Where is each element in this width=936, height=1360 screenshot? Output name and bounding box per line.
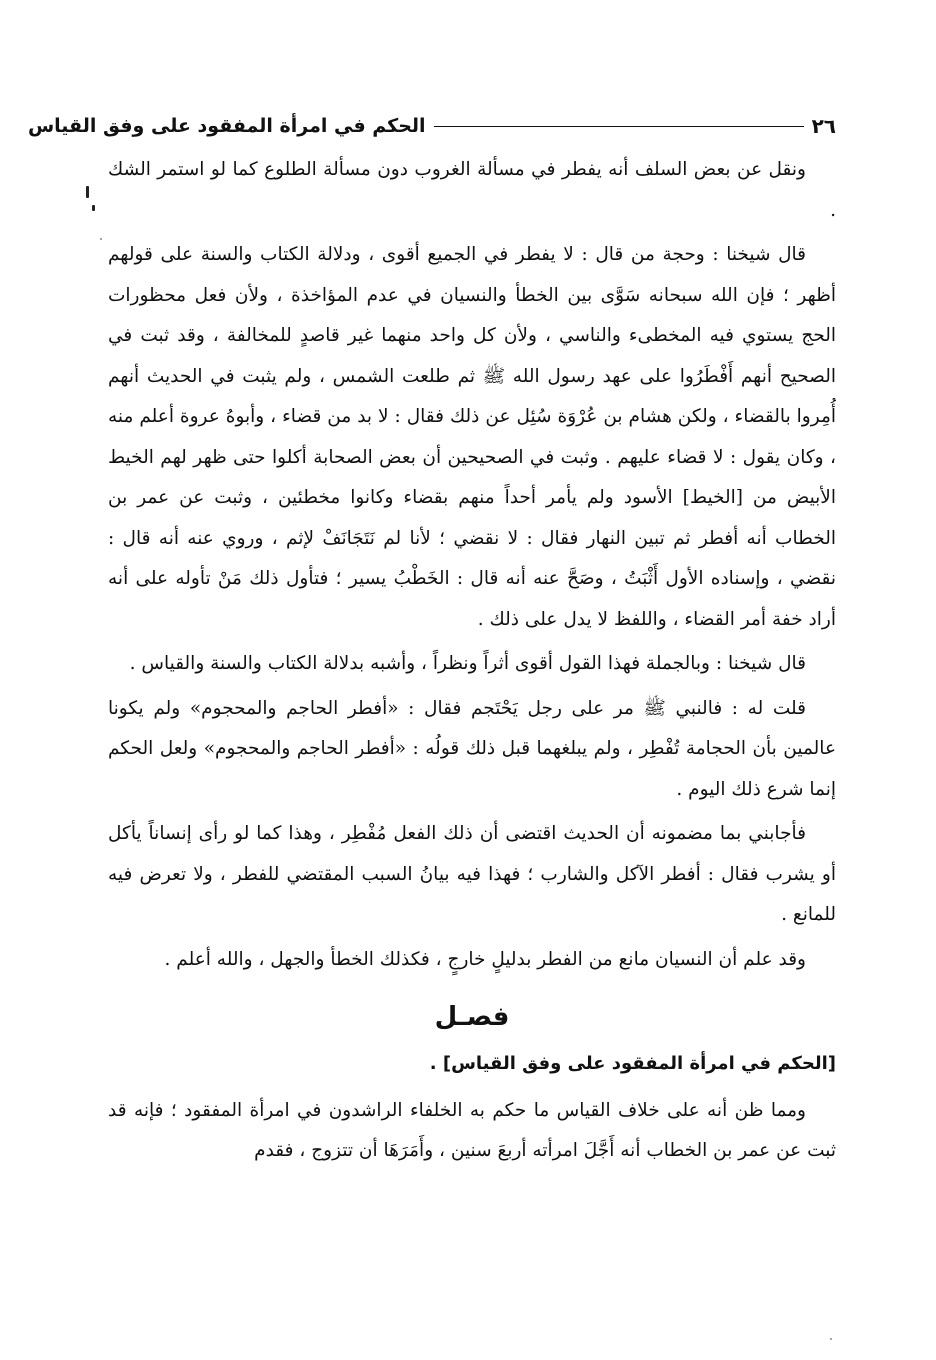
main-text <box>108 150 836 1176</box>
paragraph: ونقل عن بعض السلف أنه يفطر في مسألة الغروب دون مسألة الطلوع كما لو استمر الشك . <box>108 159 836 221</box>
running-header <box>27 112 836 140</box>
paragraph: قال شيخنا : وحجة من قال : لا يفطر في الجميع أقوى ، ودلالة الكتاب والسنة على قولهم أظهر ؛ فإن الله سبحانه سَوَّى بين الخطأ والنسيان في عدم المؤاخذة ، ولأن فعل محظورات الحج يستوي فيه المخطىء والناسي ، ولأن كل واحد منهما غير قاصدٍ للمخالفة ، وقد ثبت في الصحيح أنهم أَفْطَرُوا على عهد رسول الله ﷺ ثم طلعت الشمس ، ولم يثبت في الحديث أنهم أُمِروا بالقضاء ، ولكن هشام بن عُرْوَة سُئِل عن ذلك فقال : لا بد من قضاء ، وأبوهُ عروة أعلم منه ، وكان يقول : لا قضاء عليهم . وثبت في الصحيحين أن بعض الصحابة أكلوا حتى ظهر لهم الخيط الأبيض من [الخيط] الأسود ولم يأمر أحداً منهم بقضاء وكانوا مخطئين ، وثبت عن عمر بن الخطاب أنه أفطر ثم تبين النهار فقال : لا نقضي ؛ لأنا لم نَتَجَانَفْ لإثم ، وروي عنه أنه قال : نقضي ، وإسناده الأول أَثْبَتُ ، وصَحَّ عنه أنه قال : الخَطْبُ يسير ؛ فتأول ذلك مَنْ تأوله على أنه أراد خفة أمر القضاء ، واللفظ لا يدل على ذلك . <box>108 244 836 630</box>
section-subheading: [الحكم في امرأة المفقود على وفق القياس] . <box>429 1053 836 1074</box>
paragraph: فأجابني بما مضمونه أن الحديث اقتضى أن ذلك الفعل مُفْطِر ، وهذا كما لو رأى إنساناً يأكل أو يشرب فقال : أفطر الآكل والشارب ؛ فهذا فيه بيانُ السبب المقتضي للفطر ، ولا تعرض فيه للمانع . <box>108 823 836 925</box>
paragraph: قلت له : فالنبي ﷺ مر على رجل يَحْتَجم فقال : «أفطر الحاجم والمحجوم» ولم يكونا عالمين بأن الحجامة تُفْطِر ، ولم يبلغهما قبل ذلك قولُه : «أفطر الحاجم والمحجوم» ولعل الحكم إنما شرع ذلك اليوم . <box>108 697 836 800</box>
margin-mark <box>92 205 95 211</box>
paragraph: وقد علم أن النسيان مانع من الفطر بدليلٍ خارجٍ ، فكذلك الخطأ والجهل ، والله أعلم . <box>164 948 806 970</box>
section-heading: فصـل <box>434 1002 510 1032</box>
header-title: الحكم في امرأة المفقود على وفق القياس <box>27 115 426 137</box>
scan-speck <box>830 1338 832 1340</box>
paragraph: قال شيخنا : وبالجملة فهذا القول أقوى أثراً ونظراً ، وأشبه بدلالة الكتاب والسنة والقياس . <box>129 653 806 674</box>
page-number: ٢٦ <box>811 114 836 138</box>
paragraph: ومما ظن أنه على خلاف القياس ما حكم به الخلفاء الراشدون في امرأة المفقود ؛ فإنه قد ثبت عن عمر بن الخطاب أنه أَجَّلَ امرأته أربعَ سنين ، وأَمَرَهَا أن تتزوج ، فقدم <box>108 1099 836 1161</box>
scan-speck <box>100 238 102 240</box>
margin-mark <box>86 186 89 198</box>
header-rule <box>434 126 804 127</box>
